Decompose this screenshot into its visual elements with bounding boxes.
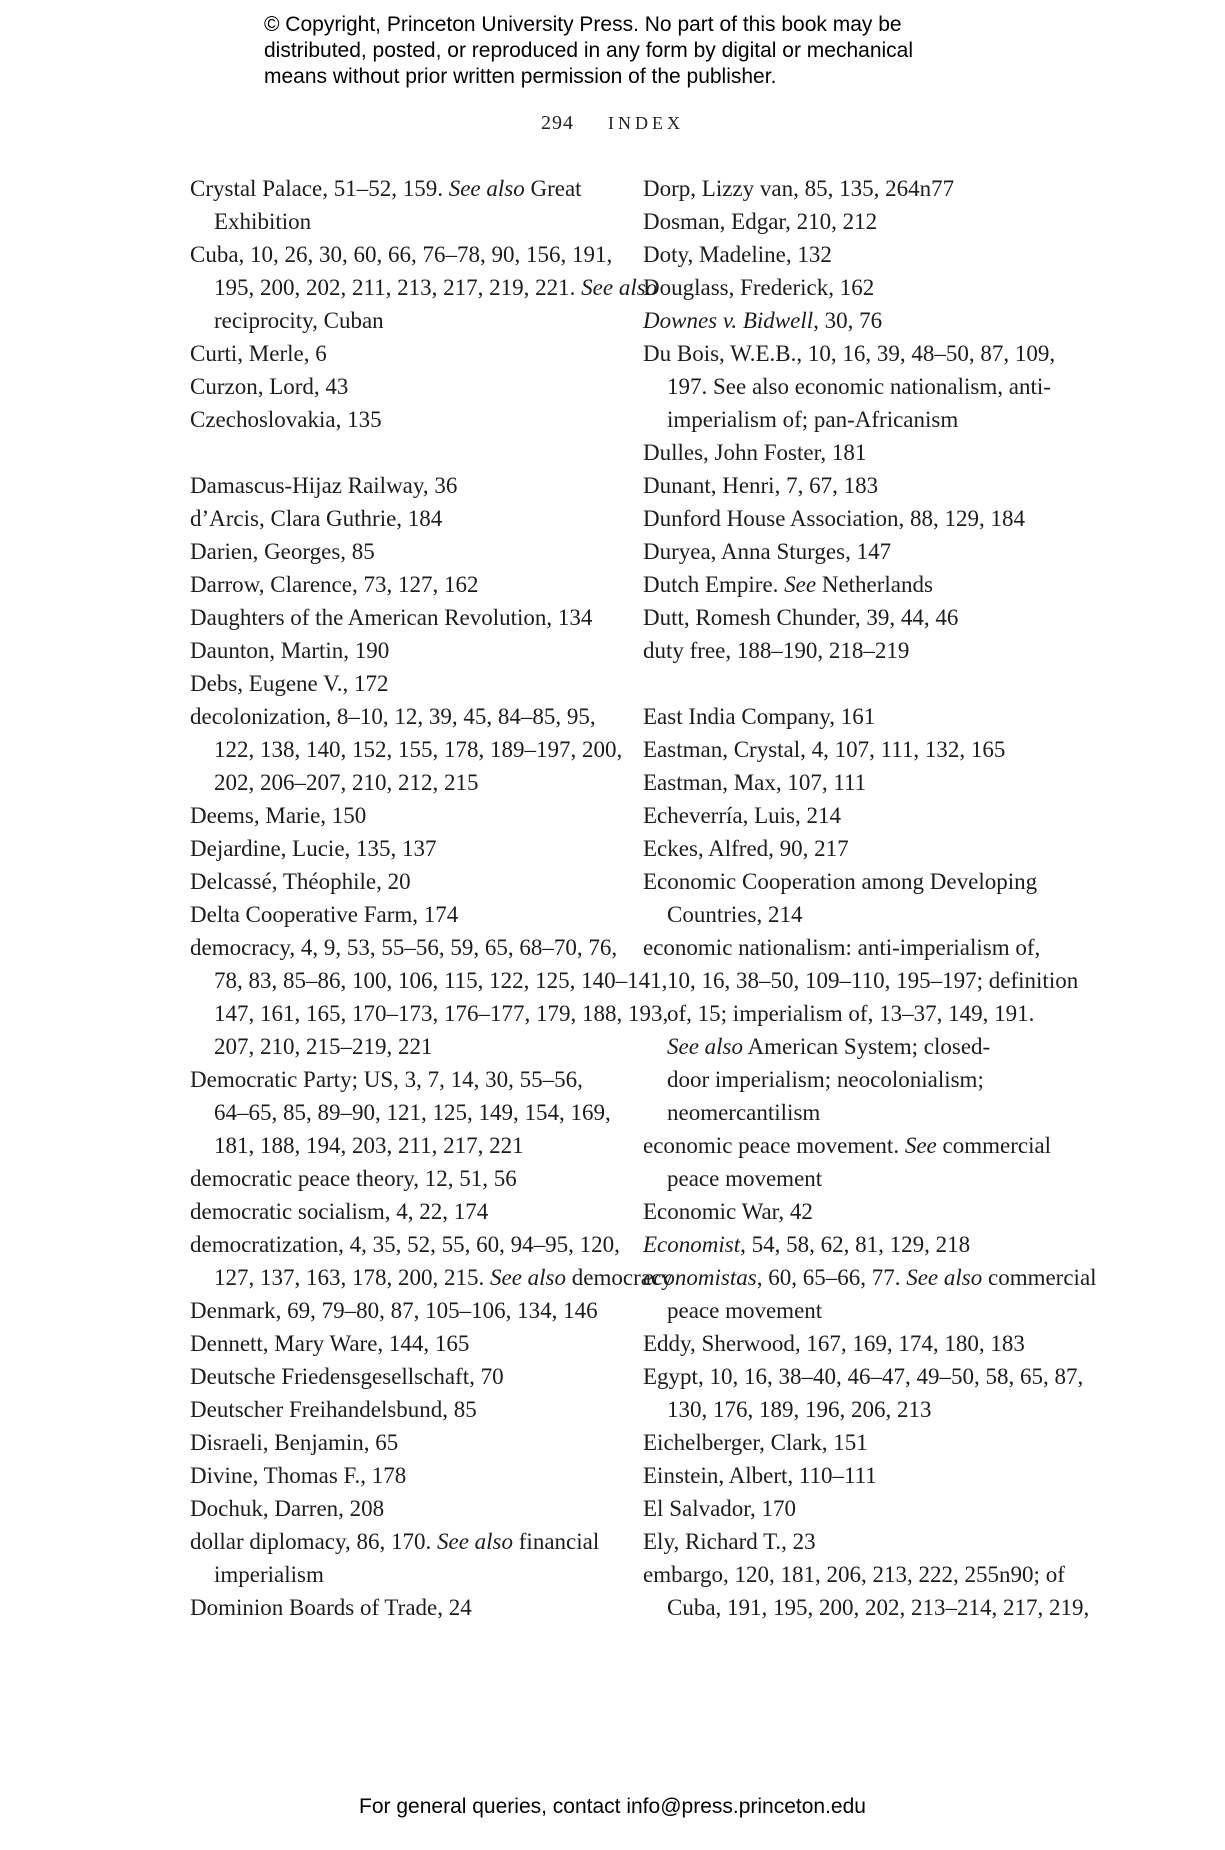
index-entry bbox=[643, 1228, 1068, 1261]
entry-text: Dennett, Mary Ware, 144, 165 bbox=[190, 1331, 470, 1356]
index-entry-line bbox=[190, 1294, 610, 1327]
index-entry-line bbox=[190, 1393, 610, 1426]
entry-text: Economic War, 42 bbox=[643, 1199, 813, 1224]
index-entry bbox=[643, 1261, 1097, 1327]
italic-text: See also bbox=[581, 275, 658, 300]
index-entry bbox=[643, 1360, 1084, 1426]
index-entry-line bbox=[190, 898, 610, 931]
italic-text: See bbox=[784, 572, 817, 597]
entry-text: Dorp, Lizzy van, 85, 135, 264n77 bbox=[643, 176, 955, 201]
entry-text: economic nationalism: anti-imperialism of, bbox=[643, 935, 1041, 960]
entry-text: Darrow, Clarence, 73, 127, 162 bbox=[190, 572, 479, 597]
index-entry bbox=[643, 337, 1068, 436]
index-entry bbox=[190, 832, 610, 865]
entry-text: commercial bbox=[982, 1265, 1097, 1290]
entry-text: Doty, Madeline, 132 bbox=[643, 242, 832, 267]
index-entry bbox=[190, 238, 658, 337]
entry-text: 207, 210, 215–219, 221 bbox=[214, 1034, 433, 1059]
entry-text: Eddy, Sherwood, 167, 169, 174, 180, 183 bbox=[643, 1331, 1025, 1356]
index-entry-line bbox=[190, 700, 610, 733]
entry-text: Curzon, Lord, 43 bbox=[190, 374, 349, 399]
index-entry-line bbox=[190, 1228, 620, 1261]
entry-text: Economic Cooperation among Developing bbox=[643, 869, 1038, 894]
entry-text: 197. See also economic nationalism, anti- bbox=[667, 374, 1051, 399]
index-entry bbox=[190, 898, 610, 931]
index-entry bbox=[643, 1327, 1068, 1360]
index-entry bbox=[190, 1426, 610, 1459]
entry-text: Dunant, Henri, 7, 67, 183 bbox=[643, 473, 879, 498]
index-entry-continuation bbox=[643, 997, 1068, 1030]
entry-text: Delta Cooperative Farm, 174 bbox=[190, 902, 459, 927]
index-entry bbox=[190, 601, 610, 634]
index-entry-line bbox=[190, 370, 610, 403]
index-entry bbox=[643, 1558, 1090, 1624]
index-entry-line bbox=[643, 205, 1068, 238]
index-entry-line bbox=[643, 1327, 1068, 1360]
index-entry-line bbox=[190, 1162, 610, 1195]
index-entry bbox=[190, 1459, 610, 1492]
index-entry-continuation bbox=[643, 898, 1068, 931]
index-entry-continuation bbox=[190, 733, 623, 766]
entry-text: Daunton, Martin, 190 bbox=[190, 638, 390, 663]
entry-text: , 54, 58, 62, 81, 129, 218 bbox=[740, 1232, 971, 1257]
index-entry-line bbox=[190, 1063, 610, 1096]
entry-text: peace movement bbox=[667, 1298, 823, 1323]
index-entry bbox=[643, 1525, 1068, 1558]
entry-text: imperialism bbox=[214, 1562, 324, 1587]
entry-text: 195, 200, 202, 211, 213, 217, 219, 221. bbox=[214, 275, 582, 300]
index-entry bbox=[643, 568, 1068, 601]
index-entry-line bbox=[643, 832, 1068, 865]
index-entry-line bbox=[190, 1327, 610, 1360]
entry-text: Dominion Boards of Trade, 24 bbox=[190, 1595, 472, 1620]
index-entry bbox=[643, 271, 1068, 304]
index-entry-continuation bbox=[190, 1261, 673, 1294]
entry-text: commercial bbox=[936, 1133, 1052, 1158]
index-entry bbox=[643, 799, 1068, 832]
entry-text: Dutch Empire. bbox=[643, 572, 785, 597]
entry-text: Einstein, Albert, 110–111 bbox=[643, 1463, 877, 1488]
index-entry-line bbox=[643, 172, 1068, 205]
entry-text: Eastman, Max, 107, 111 bbox=[643, 770, 867, 795]
italic-text: See also bbox=[906, 1265, 983, 1290]
entry-text: democratic socialism, 4, 22, 174 bbox=[190, 1199, 489, 1224]
index-entry-continuation bbox=[190, 964, 668, 997]
index-entry-line bbox=[190, 865, 610, 898]
entry-text: Eichelberger, Clark, 151 bbox=[643, 1430, 868, 1455]
entry-text: 127, 137, 163, 178, 200, 215. bbox=[214, 1265, 490, 1290]
index-entry-line bbox=[190, 601, 610, 634]
index-entry bbox=[643, 766, 1068, 799]
entry-text: Deutsche Friedensgesellschaft, 70 bbox=[190, 1364, 504, 1389]
entry-text: Netherlands bbox=[816, 572, 933, 597]
index-entry-line bbox=[643, 1228, 1068, 1261]
entry-text: Dunford House Association, 88, 129, 184 bbox=[643, 506, 1026, 531]
index-entry-line bbox=[190, 469, 610, 502]
index-entry bbox=[190, 568, 610, 601]
entry-text: El Salvador, 170 bbox=[643, 1496, 797, 1521]
entry-text: peace movement bbox=[667, 1166, 823, 1191]
entry-text: East India Company, 161 bbox=[643, 704, 876, 729]
entry-text: Cuba, 10, 26, 30, 60, 66, 76–78, 90, 156, 191, bbox=[190, 242, 613, 267]
entry-text: 181, 188, 194, 203, 211, 217, 221 bbox=[214, 1133, 524, 1158]
index-entry-line bbox=[190, 1459, 610, 1492]
index-entry-line bbox=[643, 271, 1068, 304]
entry-text: reciprocity, Cuban bbox=[214, 308, 384, 333]
italic-text: See also bbox=[667, 1034, 744, 1059]
index-entry-continuation bbox=[643, 1096, 1068, 1129]
index-entry-continuation bbox=[190, 1096, 610, 1129]
index-entry-continuation bbox=[190, 304, 610, 337]
index-column-right bbox=[643, 172, 1097, 1624]
index-entry bbox=[643, 1492, 1068, 1525]
copyright-notice bbox=[264, 12, 984, 90]
entry-text: Eastman, Crystal, 4, 107, 111, 132, 165 bbox=[643, 737, 1006, 762]
index-entry-line bbox=[190, 799, 610, 832]
index-entry bbox=[643, 535, 1068, 568]
index-entry bbox=[190, 502, 610, 535]
entry-text: , 30, 76 bbox=[813, 308, 883, 333]
index-entry bbox=[643, 304, 1068, 337]
index-entry-continuation bbox=[190, 766, 610, 799]
entry-text: embargo, 120, 181, 206, 213, 222, 255n90; of bbox=[643, 1562, 1065, 1587]
index-entry-line bbox=[190, 535, 610, 568]
entry-text: Cuba, 191, 195, 200, 202, 213–214, 217, 219, bbox=[667, 1595, 1090, 1620]
entry-text: duty free, 188–190, 218–219 bbox=[643, 638, 910, 663]
index-entry-continuation bbox=[643, 1294, 1068, 1327]
index-entry-line bbox=[190, 1492, 610, 1525]
index-entry bbox=[190, 1162, 610, 1195]
index-entry-line bbox=[190, 1426, 610, 1459]
entry-text: neomercantilism bbox=[667, 1100, 821, 1125]
index-entry bbox=[643, 436, 1068, 469]
index-entry-continuation bbox=[643, 1030, 1068, 1063]
entry-text: Democratic Party; US, 3, 7, 14, 30, 55–56, bbox=[190, 1067, 583, 1092]
index-entry-line bbox=[643, 535, 1068, 568]
entry-text: 130, 176, 189, 196, 206, 213 bbox=[667, 1397, 932, 1422]
index-entry-line bbox=[643, 1360, 1084, 1393]
entry-text: door imperialism; neocolonialism; bbox=[667, 1067, 984, 1092]
entry-text: Debs, Eugene V., 172 bbox=[190, 671, 389, 696]
entry-text: Crystal Palace, 51–52, 159. bbox=[190, 176, 449, 201]
index-entry-line bbox=[190, 1360, 610, 1393]
running-head bbox=[0, 112, 1225, 135]
entry-text: democracy bbox=[566, 1265, 673, 1290]
index-entry-continuation bbox=[643, 1063, 1068, 1096]
index-entry bbox=[643, 634, 1068, 667]
italic-text: Economist bbox=[643, 1232, 741, 1257]
index-entry bbox=[643, 733, 1068, 766]
index-entry-line bbox=[643, 1426, 1068, 1459]
index-entry-line bbox=[190, 403, 610, 436]
entry-text: democratization, 4, 35, 52, 55, 60, 94–95, 120, bbox=[190, 1232, 620, 1257]
index-entry-line bbox=[190, 667, 610, 700]
index-entry bbox=[190, 1228, 673, 1294]
entry-text: Douglass, Frederick, 162 bbox=[643, 275, 875, 300]
index-entry bbox=[643, 931, 1079, 1129]
index-entry-line bbox=[643, 799, 1068, 832]
entry-text: Delcassé, Théophile, 20 bbox=[190, 869, 411, 894]
index-entry-line bbox=[190, 337, 610, 370]
index-entry-line bbox=[643, 238, 1068, 271]
entry-text: 64–65, 85, 89–90, 121, 125, 149, 154, 169, bbox=[214, 1100, 611, 1125]
index-entry bbox=[643, 502, 1068, 535]
index-entry-line bbox=[643, 601, 1068, 634]
entry-text: Curti, Merle, 6 bbox=[190, 341, 327, 366]
index-entry bbox=[643, 832, 1068, 865]
index-entry-line bbox=[190, 634, 610, 667]
index-entry bbox=[190, 403, 610, 436]
letter-group-gap bbox=[643, 667, 1068, 700]
index-entry bbox=[643, 601, 1068, 634]
index-entry bbox=[190, 1393, 610, 1426]
index-entry-continuation bbox=[190, 1129, 610, 1162]
entry-text: democracy, 4, 9, 53, 55–56, 59, 65, 68–70, 76, bbox=[190, 935, 618, 960]
entry-text: , 60, 65–66, 77. bbox=[756, 1265, 907, 1290]
index-entry bbox=[190, 1525, 610, 1591]
entry-text: Deems, Marie, 150 bbox=[190, 803, 367, 828]
index-entry bbox=[190, 700, 623, 799]
entry-text: Dutt, Romesh Chunder, 39, 44, 46 bbox=[643, 605, 959, 630]
entry-text: Divine, Thomas F., 178 bbox=[190, 1463, 407, 1488]
index-entry bbox=[190, 370, 610, 403]
index-entry-line bbox=[190, 238, 613, 271]
index-entry bbox=[643, 1426, 1068, 1459]
index-entry-line bbox=[190, 931, 618, 964]
entry-text: Du Bois, W.E.B., 10, 16, 39, 48–50, 87, 109, bbox=[643, 341, 1056, 366]
index-entry-line bbox=[643, 568, 1068, 601]
index-entry-continuation bbox=[643, 403, 1068, 436]
index-entry-continuation bbox=[643, 1393, 1068, 1426]
index-entry-continuation bbox=[643, 370, 1068, 403]
index-entry-line bbox=[643, 733, 1068, 766]
entry-text: dollar diplomacy, 86, 170. bbox=[190, 1529, 437, 1554]
entry-text: 147, 161, 165, 170–173, 176–177, 179, 188, 193, bbox=[214, 1001, 669, 1026]
entry-text: of, 15; imperialism of, 13–37, 149, 191. bbox=[667, 1001, 1035, 1026]
index-entry-line bbox=[643, 1261, 1097, 1294]
index-entry-continuation bbox=[190, 205, 610, 238]
entry-text: Countries, 214 bbox=[667, 902, 803, 927]
page-number: 294 bbox=[541, 112, 574, 134]
index-entry-line bbox=[190, 502, 610, 535]
index-entry-line bbox=[643, 700, 1068, 733]
index-entry bbox=[190, 1195, 610, 1228]
index-entry bbox=[643, 238, 1068, 271]
index-entry bbox=[190, 535, 610, 568]
index-entry-line bbox=[643, 337, 1068, 370]
index-entry bbox=[190, 865, 610, 898]
entry-text: 202, 206–207, 210, 212, 215 bbox=[214, 770, 479, 795]
index-entry-line bbox=[643, 436, 1068, 469]
index-entry-continuation bbox=[643, 964, 1079, 997]
index-entry-line bbox=[190, 1195, 610, 1228]
index-entry bbox=[190, 634, 610, 667]
index-entry-continuation bbox=[190, 1558, 610, 1591]
index-entry-line bbox=[643, 1492, 1068, 1525]
entry-text: imperialism of; pan-Africanism bbox=[667, 407, 959, 432]
index-entry bbox=[190, 667, 610, 700]
index-entry bbox=[643, 865, 1068, 931]
index-entry bbox=[643, 172, 1068, 205]
index-entry-line bbox=[190, 172, 610, 205]
entry-text: 122, 138, 140, 152, 155, 178, 189–197, 200, bbox=[214, 737, 623, 762]
entry-text: Duryea, Anna Sturges, 147 bbox=[643, 539, 892, 564]
index-entry bbox=[643, 1459, 1068, 1492]
index-entry bbox=[190, 337, 610, 370]
entry-text: financial bbox=[513, 1529, 600, 1554]
index-column-left bbox=[190, 172, 673, 1624]
index-entry-line bbox=[190, 1591, 610, 1624]
entry-text: Czechoslovakia, 135 bbox=[190, 407, 382, 432]
index-entry bbox=[190, 469, 610, 502]
index-entry bbox=[643, 1129, 1068, 1195]
contact-footer: For general queries, contact info@press.princeton.edu bbox=[359, 1795, 866, 1818]
entry-text: Great bbox=[524, 176, 582, 201]
entry-text: American System; closed- bbox=[743, 1034, 991, 1059]
entry-text: 78, 83, 85–86, 100, 106, 115, 122, 125, 140–141, bbox=[214, 968, 668, 993]
index-entry bbox=[190, 1294, 610, 1327]
entry-text: Echeverría, Luis, 214 bbox=[643, 803, 841, 828]
italic-text: See also bbox=[437, 1529, 514, 1554]
index-entry bbox=[643, 700, 1068, 733]
index-entry bbox=[190, 1063, 610, 1162]
italic-text: See also bbox=[490, 1265, 567, 1290]
entry-text: Darien, Georges, 85 bbox=[190, 539, 375, 564]
letter-group-gap bbox=[190, 436, 610, 469]
index-entry-line bbox=[190, 568, 610, 601]
index-entry bbox=[643, 1195, 1068, 1228]
index-entry-line bbox=[643, 469, 1068, 502]
index-entry bbox=[190, 1327, 610, 1360]
entry-text: Exhibition bbox=[214, 209, 312, 234]
index-entry bbox=[643, 469, 1068, 502]
entry-text: democratic peace theory, 12, 51, 56 bbox=[190, 1166, 517, 1191]
italic-text: Downes v. Bidwell bbox=[643, 308, 814, 333]
index-entry-line bbox=[643, 931, 1068, 964]
copyright-line: © Copyright, Princeton University Press. No part of this book may be bbox=[264, 13, 902, 36]
page-title: INDEX bbox=[608, 113, 684, 133]
entry-text: Disraeli, Benjamin, 65 bbox=[190, 1430, 399, 1455]
index-entry-line bbox=[643, 1525, 1068, 1558]
entry-text: Dejardine, Lucie, 135, 137 bbox=[190, 836, 437, 861]
entry-text: 10, 16, 38–50, 109–110, 195–197; definition bbox=[667, 968, 1079, 993]
index-entry-continuation bbox=[190, 997, 669, 1030]
index-entry-continuation bbox=[190, 271, 658, 304]
entry-text: economic peace movement. bbox=[643, 1133, 905, 1158]
entry-text: Dosman, Edgar, 210, 212 bbox=[643, 209, 878, 234]
index-entry-line bbox=[190, 1525, 610, 1558]
entry-text: Daughters of the American Revolution, 134 bbox=[190, 605, 593, 630]
index-entry bbox=[190, 1591, 610, 1624]
index-entry-line bbox=[643, 766, 1068, 799]
index-entry-line bbox=[643, 304, 1068, 337]
index-entry-line bbox=[643, 1558, 1068, 1591]
entry-text: Dochuk, Darren, 208 bbox=[190, 1496, 385, 1521]
entry-text: Ely, Richard T., 23 bbox=[643, 1529, 816, 1554]
index-entry bbox=[190, 799, 610, 832]
italic-text: See bbox=[904, 1133, 937, 1158]
index-entry-continuation bbox=[643, 1162, 1068, 1195]
entry-text: Denmark, 69, 79–80, 87, 105–106, 134, 146 bbox=[190, 1298, 598, 1323]
index-entry-line bbox=[643, 1129, 1068, 1162]
entry-text: Egypt, 10, 16, 38–40, 46–47, 49–50, 58, 65, 87, bbox=[643, 1364, 1084, 1389]
index-entry-line bbox=[643, 865, 1068, 898]
index-entry-line bbox=[643, 502, 1068, 535]
index-entry-line bbox=[643, 1195, 1068, 1228]
italic-text: economistas bbox=[643, 1265, 757, 1290]
copyright-line: means without prior written permission of the publisher. bbox=[264, 65, 777, 88]
index-entry bbox=[190, 172, 610, 238]
index-entry-line bbox=[190, 832, 610, 865]
entry-text: decolonization, 8–10, 12, 39, 45, 84–85, 95, bbox=[190, 704, 596, 729]
index-entry-line bbox=[643, 634, 1068, 667]
entry-text: Eckes, Alfred, 90, 217 bbox=[643, 836, 849, 861]
index-entry bbox=[190, 1360, 610, 1393]
index-entry-continuation bbox=[190, 1030, 610, 1063]
entry-text: Deutscher Freihandelsbund, 85 bbox=[190, 1397, 477, 1422]
italic-text: See also bbox=[448, 176, 525, 201]
entry-text: Dulles, John Foster, 181 bbox=[643, 440, 867, 465]
entry-text: d’Arcis, Clara Guthrie, 184 bbox=[190, 506, 443, 531]
copyright-line: distributed, posted, or reproduced in any form by digital or mechanical bbox=[264, 39, 914, 62]
index-entry bbox=[190, 1492, 610, 1525]
index-entry bbox=[190, 931, 669, 1063]
entry-text: Damascus-Hijaz Railway, 36 bbox=[190, 473, 458, 498]
index-entry bbox=[643, 205, 1068, 238]
index-entry-line bbox=[643, 1459, 1068, 1492]
index-entry-continuation bbox=[643, 1591, 1090, 1624]
